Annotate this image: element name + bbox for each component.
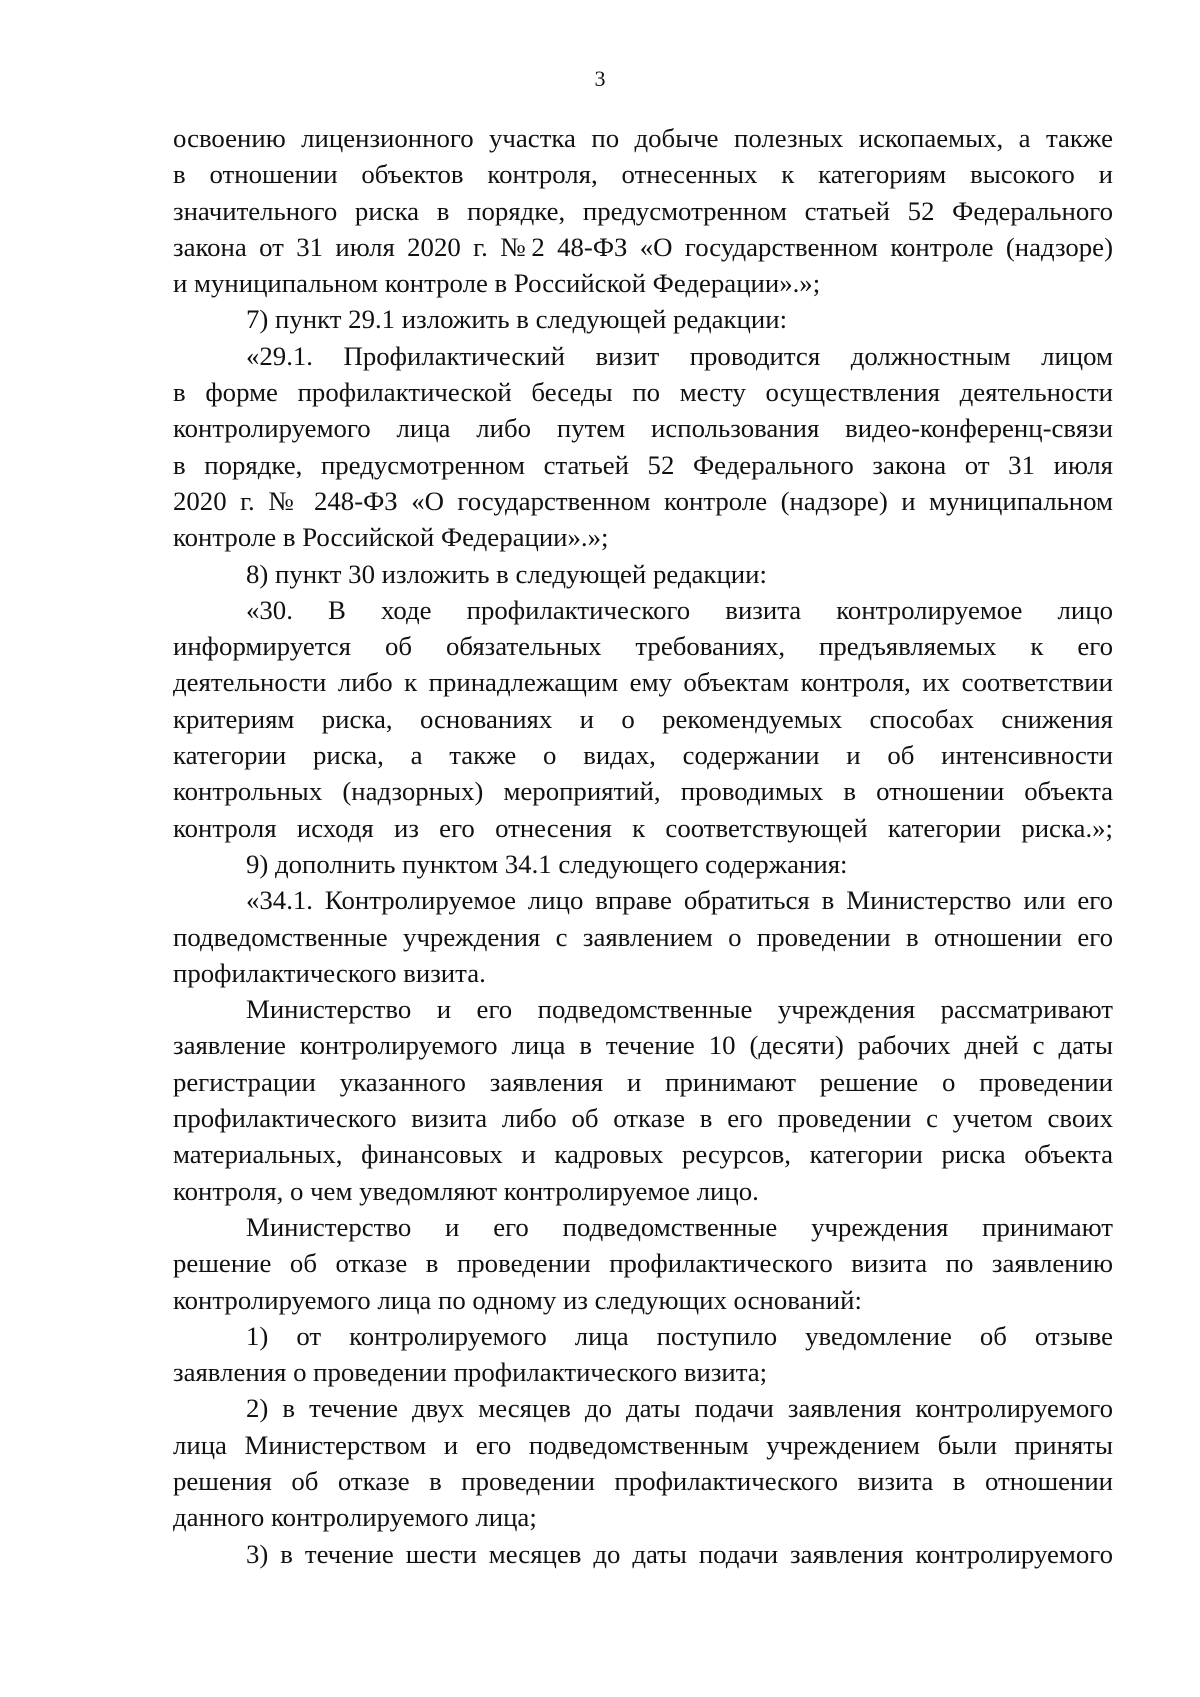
text-line: «34.1. Контролируемое лицо вправе обратиться в Министерство или его xyxy=(246,885,1113,916)
text-line: 3) в течение шести месяцев до даты подачи заявления контролируемого xyxy=(246,1538,1113,1569)
text-line: данного контролируемого лица; xyxy=(173,1502,537,1533)
page-number: 3 xyxy=(594,66,606,91)
text-line: закона от 31 июля 2020 г. №2 48-ФЗ «О государственном контроле (надзоре) xyxy=(173,231,1113,262)
text-line: подведомственные учреждения с заявлением о проведении в отношении его xyxy=(173,921,1113,952)
text-line: Министерство и его подведомственные учреждения принимают xyxy=(246,1211,1113,1242)
text-line: контролируемого лица по одному из следующих оснований: xyxy=(173,1284,862,1315)
text-line: критериям риска, основаниях и о рекомендуемых способах снижения xyxy=(173,703,1113,734)
text-line: контролируемого лица либо путем использования видео-конференц-связи xyxy=(173,413,1113,444)
text-line: контроле в Российской Федерации».»; xyxy=(173,522,609,553)
text-line: профилактического визита либо об отказе в его проведении с учетом своих xyxy=(173,1103,1113,1134)
text-line: решение об отказе в проведении профилактического визита по заявлению xyxy=(173,1248,1113,1279)
text-line: в форме профилактической беседы по месту осуществления деятельности xyxy=(173,377,1113,408)
text-line: «30. В ходе профилактического визита контролируемое лицо xyxy=(246,594,1113,625)
text-line: информируется об обязательных требованиях, предъявляемых к его xyxy=(173,631,1113,662)
text-line: материальных, финансовых и кадровых ресурсов, категории риска объекта xyxy=(173,1139,1113,1170)
text-line: деятельности либо к принадлежащим ему объектам контроля, их соответствии xyxy=(173,667,1113,698)
document-body xyxy=(173,120,1113,1572)
text-line: регистрации указанного заявления и принимают решение о проведении xyxy=(173,1066,1113,1097)
text-line: контроля исходя из его отнесения к соответствующей категории риска.»; xyxy=(173,812,1113,843)
text-line: 7) пункт 29.1 изложить в следующей редакции: xyxy=(246,304,788,335)
text-line: решения об отказе в проведении профилактического визита в отношении xyxy=(173,1465,1113,1496)
text-line: Министерство и его подведомственные учреждения рассматривают xyxy=(246,994,1113,1025)
text-line: 9) дополнить пунктом 34.1 следующего содержания: xyxy=(246,848,848,879)
text-line: заявления о проведении профилактического визита; xyxy=(173,1357,768,1388)
text-line: 2) в течение двух месяцев до даты подачи заявления контролируемого xyxy=(246,1393,1113,1424)
text-line: значительного риска в порядке, предусмотренном статьей 52 Федерального xyxy=(173,195,1113,226)
text-line: контрольных (надзорных) мероприятий, проводимых в отношении объекта xyxy=(173,776,1113,807)
text-line: 1) от контролируемого лица поступило уведомление об отзыве xyxy=(246,1320,1113,1351)
text-line: профилактического визита. xyxy=(173,957,486,988)
text-line: 8) пункт 30 изложить в следующей редакции: xyxy=(246,558,767,589)
text-line: лица Министерством и его подведомственным учреждением были приняты xyxy=(173,1429,1113,1460)
text-line: в отношении объектов контроля, отнесенных к категориям высокого и xyxy=(173,159,1113,190)
text-line: и муниципальном контроле в Российской Федерации».»; xyxy=(173,268,821,299)
text-line: в порядке, предусмотренном статьей 52 Федерального закона от 31 июля xyxy=(173,449,1113,480)
text-line: «29.1. Профилактический визит проводится должностным лицом xyxy=(246,340,1113,371)
text-line: освоению лицензионного участка по добыче полезных ископаемых, а также xyxy=(173,123,1113,153)
text-line: категории риска, а также о видах, содержании и об интенсивности xyxy=(173,740,1113,771)
text-line: контроля, о чем уведомляют контролируемое лицо. xyxy=(173,1175,759,1206)
text-line: заявление контролируемого лица в течение 10 (десяти) рабочих дней с даты xyxy=(173,1030,1113,1061)
text-line: 2020 г. № 248-ФЗ «О государственном контроле (надзоре) и муниципальном xyxy=(173,485,1113,516)
